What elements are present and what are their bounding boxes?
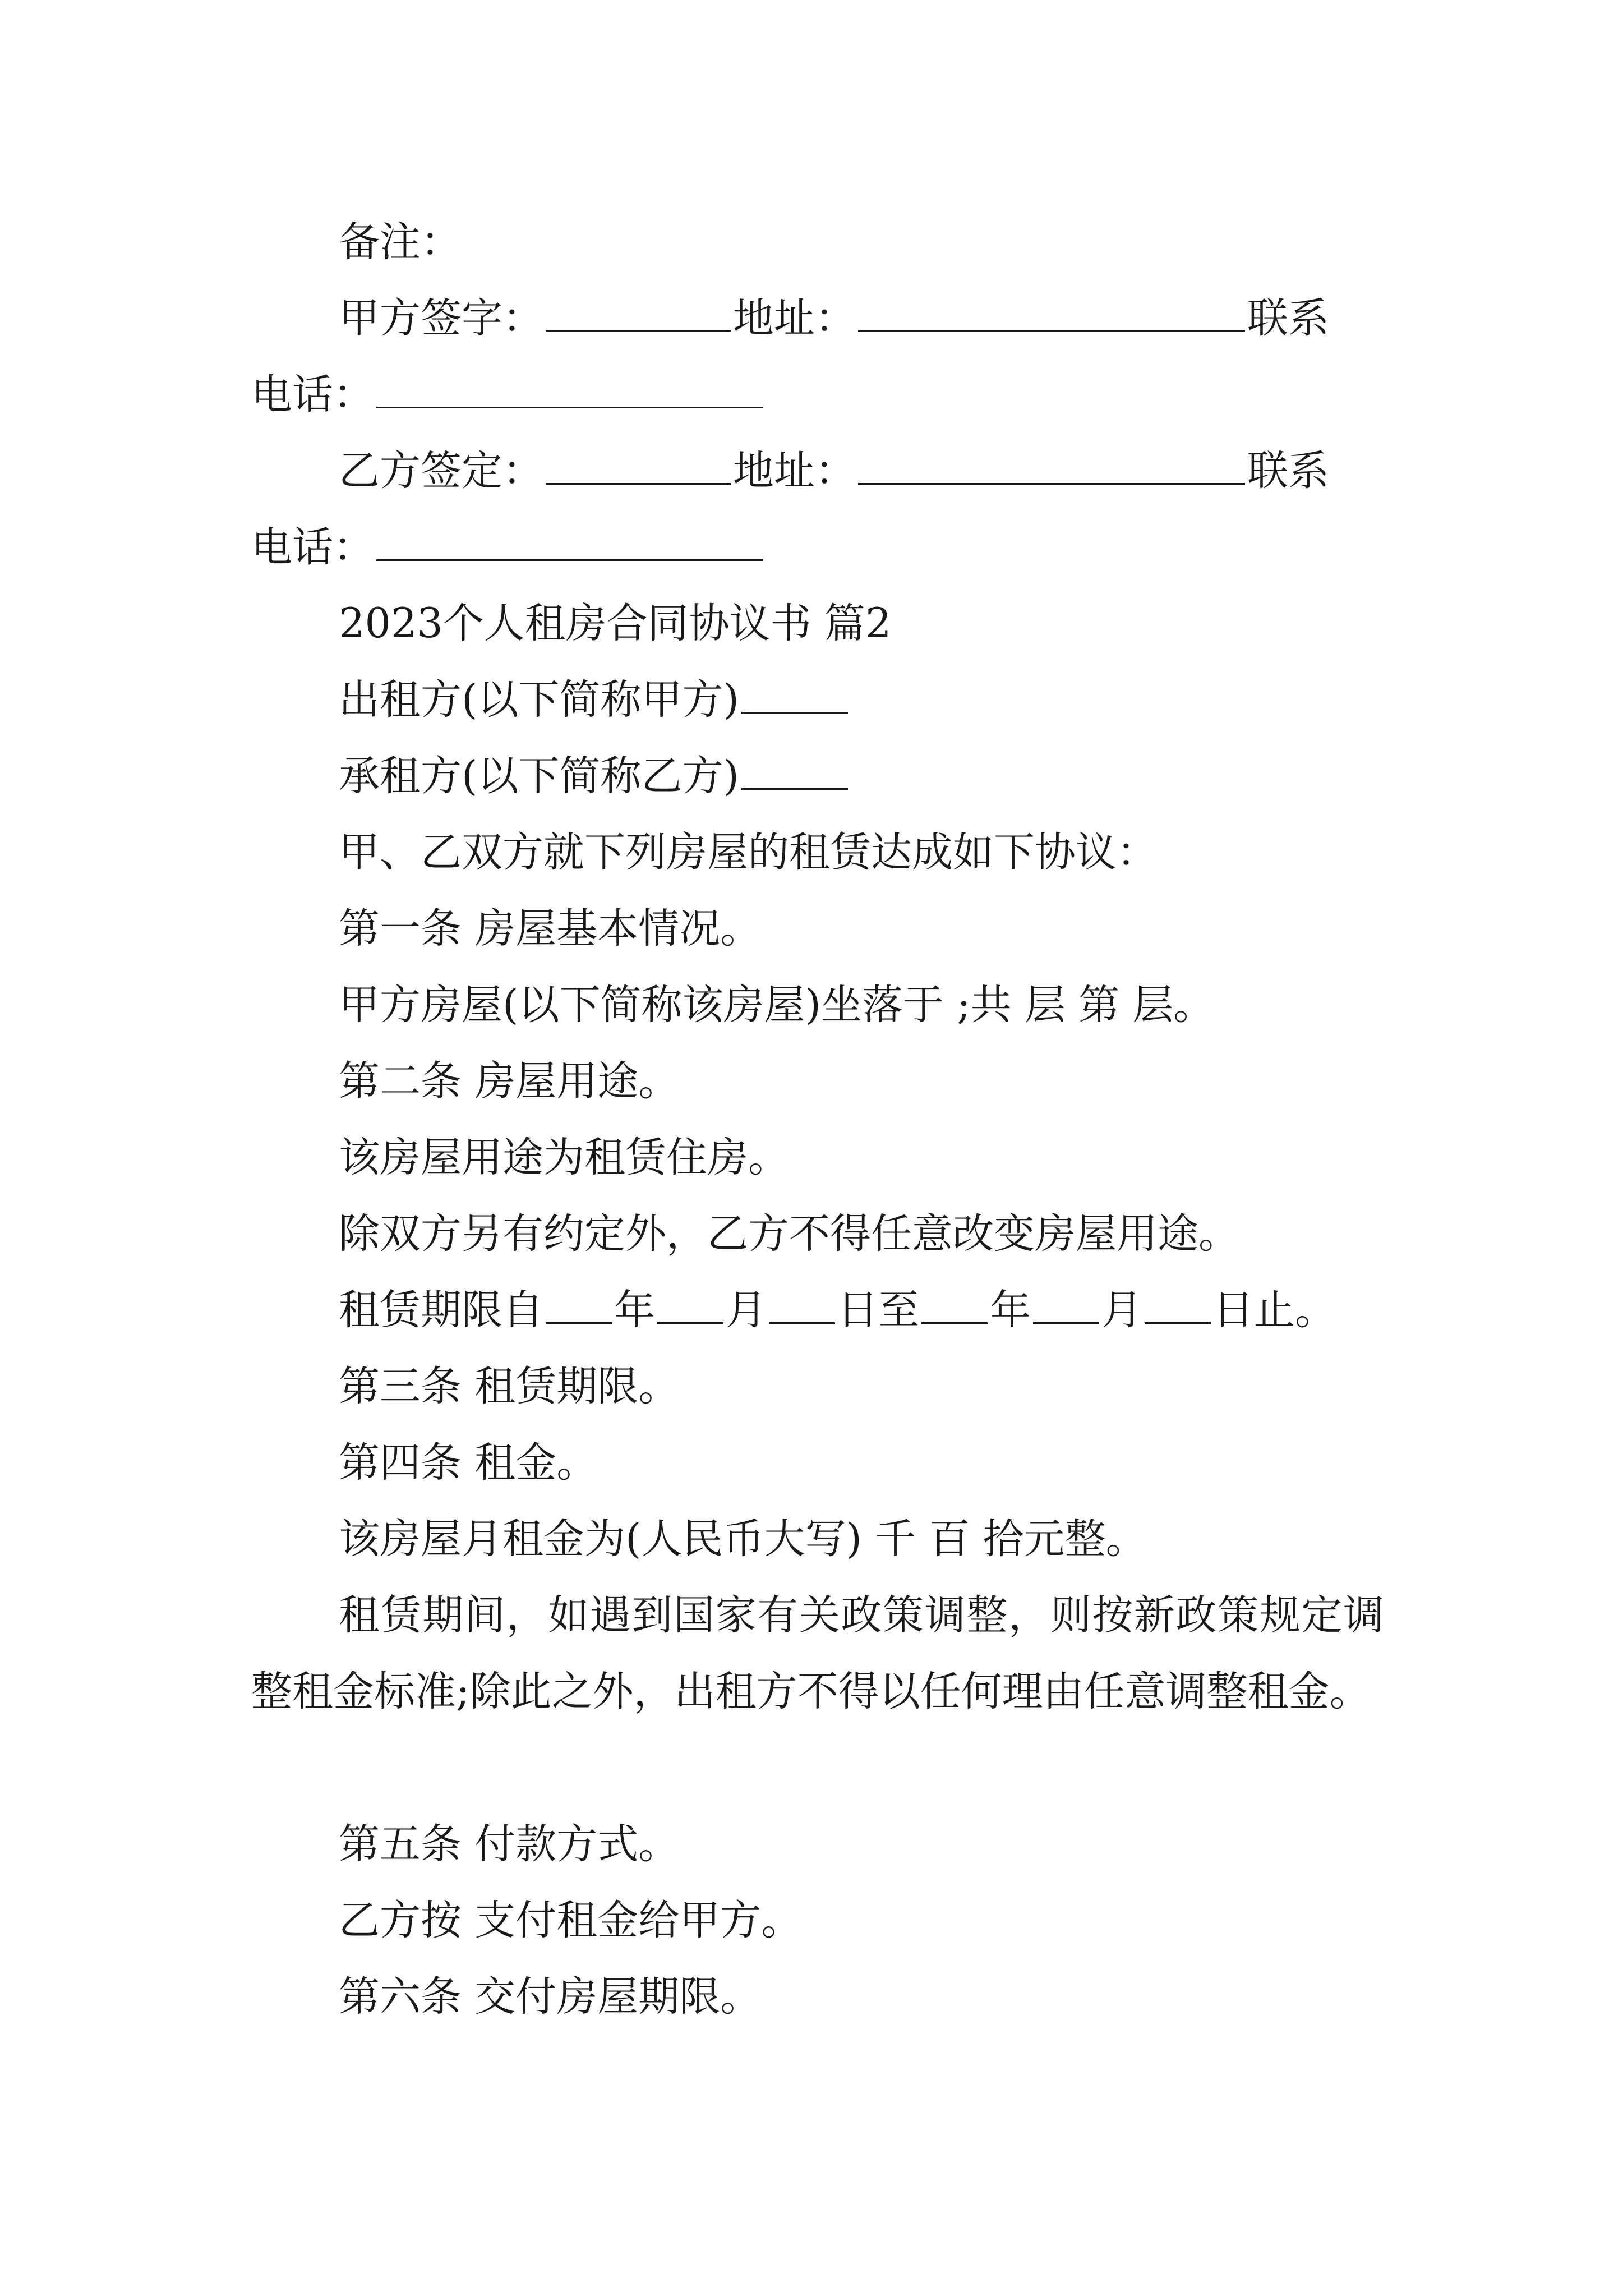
start-day-label: 日至 [837,1286,919,1334]
article6-title-text: 第六条 交付房屋期限。 [339,1973,762,2021]
article4-title [339,1425,597,1501]
article1-title [339,891,761,967]
intro-text: 甲、乙双方就下列房屋的租赁达成如下协议： [339,829,1158,876]
article2-text1 [339,1120,789,1196]
remarks-label: 备注： [339,218,462,266]
start-month-label: 月 [726,1286,767,1334]
article5-title [339,1806,679,1883]
article2-body1: 该房屋用途为租赁住房。 [339,1134,789,1181]
party-b-signature-line [339,433,1329,509]
article3-title-text: 第三条 租赁期限。 [339,1363,680,1410]
article1-text [339,967,1214,1043]
party-b-phone-line [251,509,1623,586]
party-b-contact-label: 联系 [1247,447,1329,495]
article5-body: 乙方按 支付租金给甲方。 [339,1897,803,1944]
article2-text2 [339,1196,1239,1272]
party-b-phone-blank [376,523,763,561]
lessee-label: 承租方(以下简称乙方) [339,752,739,800]
party-b-sign-label: 乙方签定： [339,447,543,495]
article4-title-text: 第四条 租金。 [339,1439,598,1487]
remarks-line [339,204,462,280]
start-month-blank [657,1286,723,1324]
lease-term-prefix: 租赁期限自 [339,1286,543,1334]
article5-title-text: 第五条 付款方式。 [339,1820,680,1868]
lessee-blank [741,752,848,790]
end-month-label: 月 [1101,1286,1142,1334]
article4-text [339,1501,1147,1577]
article6-title [339,1959,761,2035]
lease-term-line [339,1272,1336,1349]
section-title [339,586,891,662]
lessor-blank [741,676,848,714]
article3-title [339,1349,679,1425]
party-a-phone-blank [376,371,763,408]
article5-text [339,1883,802,1959]
end-month-blank [1033,1286,1099,1324]
party-a-phone-line [251,357,1623,433]
lessee-line [339,738,850,815]
article2-body2: 除双方另有约定外，乙方不得任意改变房屋用途。 [339,1210,1239,1258]
party-b-address-label: 地址： [733,447,856,495]
end-day-blank [1145,1286,1211,1324]
party-a-sign-label: 甲方签字： [339,295,543,342]
article4-paragraph: 租赁期间，如遇到国家有关政策调整，则按新政策规定调整租金标准;除此之外，出租方不得以任何理由任意调整租金。 [251,1591,1384,1715]
party-b-sign-blank [546,447,731,485]
lessor-line [339,662,850,738]
start-year-blank [546,1286,612,1324]
party-a-signature-line [339,280,1329,357]
article1-title-text: 第一条 房屋基本情况。 [339,905,762,953]
section-title-text: 2023个人租房合同协议书 篇2 [339,600,892,647]
end-year-label: 年 [990,1286,1031,1334]
lessor-label: 出租方(以下简称甲方) [339,676,739,724]
party-a-sign-blank [546,295,731,332]
party-b-address-blank [858,447,1245,485]
end-day-label: 日止。 [1213,1286,1336,1334]
party-a-contact-label: 联系 [1247,295,1329,342]
party-a-phone-label: 电话： [251,371,374,418]
intro-line [339,815,1158,891]
article2-title [339,1043,679,1120]
start-day-blank [769,1286,835,1324]
start-year-label: 年 [614,1286,655,1334]
party-b-phone-label: 电话： [251,523,374,571]
party-a-address-label: 地址： [733,295,856,342]
article2-title-text: 第二条 房屋用途。 [339,1057,680,1105]
party-a-address-blank [858,295,1245,332]
article1-body: 甲方房屋(以下简称该房屋)坐落于 ;共 层 第 层。 [339,981,1215,1029]
article4-body: 该房屋月租金为(人民币大写) 千 百 拾元整。 [339,1515,1147,1563]
end-year-blank [921,1286,988,1324]
